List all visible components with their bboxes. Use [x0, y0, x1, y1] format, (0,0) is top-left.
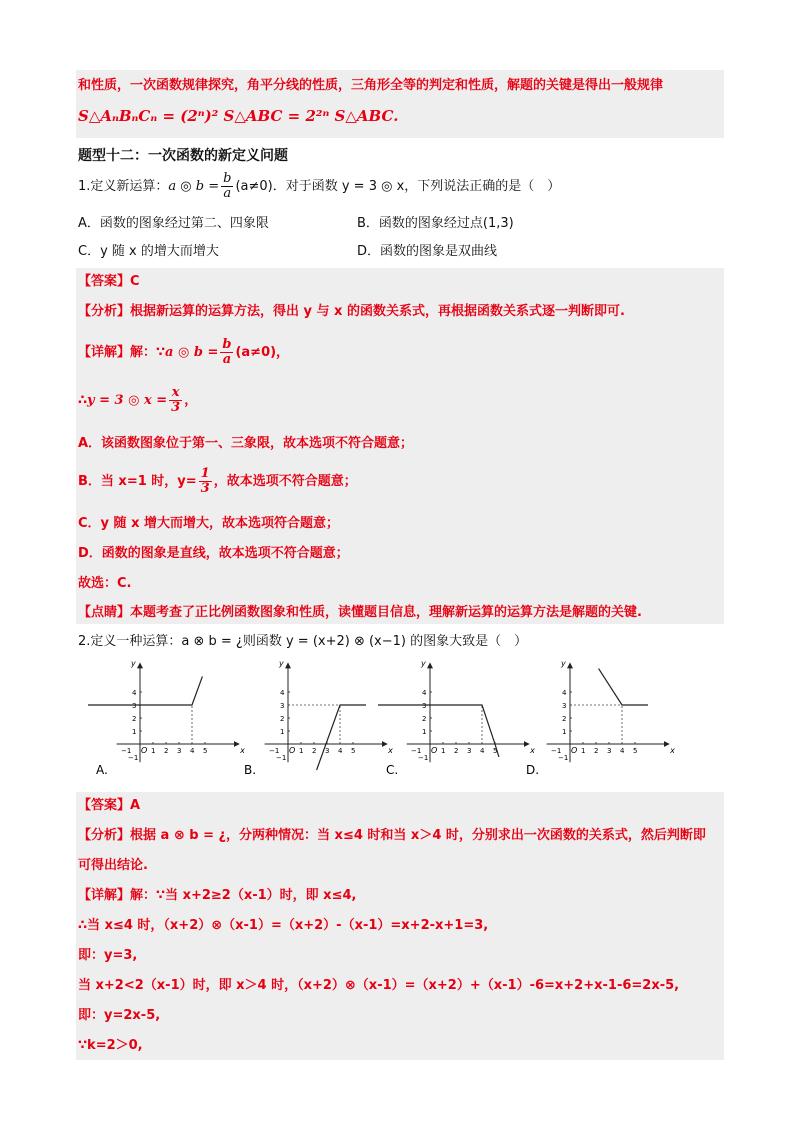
function-graph [317, 705, 366, 770]
q1-line-b-prefix: B．当 x=1 时，y= [78, 474, 197, 489]
y-tick-label: 4 [562, 689, 567, 697]
q2-graph-options [70, 656, 730, 780]
x-tick-label: 2 [312, 747, 317, 755]
graph-option-label: C. [386, 763, 399, 777]
x-tick-label: 5 [633, 747, 638, 755]
x-axis-label: x [530, 746, 535, 755]
y-tick-label: 3 [132, 702, 137, 710]
q2-detail-2: ∴当 x≤4 时，（x+2）⊗（x-1）=（x+2）-（x-1）=x+2-x+1=3, [78, 918, 489, 933]
q1-option-b: B．函数的图象经过点(1,3) [357, 216, 514, 231]
q1-so-fraction [169, 386, 182, 415]
x-tick-label: 3 [467, 747, 472, 755]
function-graph [88, 676, 202, 705]
graph-option-label: D. [526, 763, 540, 777]
question-2-stem: 2.定义一种运算：a ⊗ b = ¿则函数 y = (x+2) ⊗ (x−1) 的图象大致是（ ） [78, 634, 528, 649]
q1-operator: a ◎ b = [168, 179, 220, 194]
x-tick-label: 1 [299, 747, 304, 755]
y-tick-label: 2 [132, 715, 137, 723]
x-tick-label: 1 [581, 747, 586, 755]
q1-line-a: A．该函数图象位于第一、三象限，故本选项不符合题意； [78, 436, 414, 451]
graph-option-label: B. [244, 763, 257, 777]
q1-analysis: 【分析】根据新运算的运算方法，得出 y 与 x 的函数关系式，再根据函数关系式逐一判断即可. [78, 304, 625, 319]
origin-label: O [141, 746, 148, 755]
q1-point: 【点睛】本题考查了正比例函数图象和性质，读懂题目信息，理解新运算的运算方法是解题的关键. [78, 605, 642, 620]
y-axis-label: y [279, 659, 284, 668]
x-tick-label: 2 [454, 747, 459, 755]
y-axis-label: y [421, 659, 426, 668]
y-tick-label: 3 [422, 702, 427, 710]
q2-detail-4: 当 x+2<2（x-1）时，即 x＞4 时，（x+2）⊗（x-1）=（x+2）+（x-1）-6=x+2+x-1-6=2x-5, [78, 978, 680, 993]
q1-line-b-fraction [199, 467, 212, 496]
q1-detail-operator: a ◎ b = [165, 345, 219, 360]
origin-label: O [289, 746, 296, 755]
q1-detail-den: a [222, 352, 232, 367]
q1-detail-num: b [222, 337, 232, 352]
q1-stem-condition: (a≠0)．对于函数 y = 3 ◎ x，下列说法正确的是（ ） [235, 179, 561, 194]
q2-detail-1: 【详解】解：∵当 x+2≥2（x-1）时，即 x≤4, [78, 888, 357, 903]
neg-y-tick-label: −1 [558, 754, 569, 762]
x-tick-label: 4 [190, 747, 195, 755]
y-tick-label: 3 [562, 702, 567, 710]
x-tick-label: 5 [203, 747, 208, 755]
q1-so-num: x [169, 386, 182, 401]
x-tick-label: 5 [351, 747, 356, 755]
neg-y-tick-label: −1 [276, 754, 287, 762]
area-formula: S△AₙBₙCₙ = (2ⁿ)² S△ABC = 2²ⁿ S△ABC. [78, 107, 399, 125]
q1-so-line [78, 384, 197, 418]
q1-so-expression: y = 3 ◎ x = [87, 393, 168, 408]
q1-option-a: A．函数的图象经过第二、四象限 [78, 216, 269, 231]
origin-label: O [571, 746, 578, 755]
x-tick-label: 4 [620, 747, 625, 755]
x-tick-label: 5 [493, 747, 498, 755]
q1-line-c: C．y 随 x 增大而增大，故本选项符合题意； [78, 516, 339, 531]
y-tick-label: 2 [562, 715, 567, 723]
previous-conclusion-text: 和性质，一次函数规律探究，角平分线的性质，三角形全等的判定和性质，解题的关键是得出一般规律 [78, 78, 664, 93]
neg-x-tick-label: −1 [121, 747, 132, 755]
q1-detail-prefix: 【详解】解：∵ [78, 345, 166, 360]
x-tick-label: 1 [151, 747, 156, 755]
q2-detail-6: ∵k=2＞0, [78, 1038, 143, 1053]
q1-option-d: D．函数的图象是双曲线 [357, 244, 498, 259]
q2-analysis-2: 可得出结论. [78, 858, 148, 873]
q1-option-c: C．y 随 x 的增大而增大 [78, 244, 219, 259]
y-axis-label: y [131, 659, 136, 668]
neg-x-tick-label: −1 [411, 747, 422, 755]
q2-detail-3: 即：y=3, [78, 948, 138, 963]
y-tick-label: 2 [280, 715, 285, 723]
q1-so-end: ， [184, 393, 198, 408]
x-tick-label: 3 [325, 747, 330, 755]
q1-stem-prefix: 1.定义新运算： [78, 179, 169, 194]
x-tick-label: 3 [177, 747, 182, 755]
neg-y-tick-label: −1 [418, 754, 429, 762]
x-axis-label: x [240, 746, 245, 755]
y-tick-label: 1 [562, 728, 567, 736]
q1-line-d: D．函数的图象是直线，故本选项不符合题意； [78, 546, 349, 561]
origin-label: O [431, 746, 438, 755]
y-tick-label: 1 [280, 728, 285, 736]
y-axis-label: y [561, 659, 566, 668]
x-tick-label: 2 [594, 747, 599, 755]
x-tick-label: 3 [607, 747, 612, 755]
y-tick-label: 1 [132, 728, 137, 736]
y-tick-label: 4 [280, 689, 285, 697]
q2-analysis-1: 【分析】根据 a ⊗ b = ¿，分两种情况：当 x≤4 时和当 x＞4 时，分别求出一次函数的关系式，然后判断即 [78, 828, 706, 843]
q1-fraction-den: a [223, 186, 232, 201]
y-tick-label: 1 [422, 728, 427, 736]
x-tick-label: 4 [480, 747, 485, 755]
q1-line-b-num: 1 [200, 466, 210, 481]
q1-choose: 故选：C. [78, 576, 132, 591]
neg-x-tick-label: −1 [551, 747, 562, 755]
x-axis-label: x [388, 746, 393, 755]
q1-line-b-end: ，故本选项不符合题意； [213, 474, 357, 489]
q2-answer: 【答案】A [78, 798, 141, 813]
q1-line-b-den: 3 [200, 481, 210, 496]
q1-fraction-num: b [223, 171, 232, 186]
x-tick-label: 2 [164, 747, 169, 755]
q1-detail [78, 336, 289, 370]
y-tick-label: 4 [132, 689, 137, 697]
therefore-symbol: ∴ [78, 393, 88, 408]
q1-detail-fraction [220, 338, 233, 367]
x-tick-label: 1 [441, 747, 446, 755]
neg-x-tick-label: −1 [269, 747, 280, 755]
q1-answer: 【答案】C [78, 274, 140, 289]
y-tick-label: 4 [422, 689, 427, 697]
q1-line-b [78, 465, 357, 499]
x-axis-label: x [670, 746, 675, 755]
section-title: 题型十二：一次函数的新定义问题 [78, 148, 288, 164]
q2-detail-5: 即：y=2x-5, [78, 1008, 161, 1023]
y-tick-label: 2 [422, 715, 427, 723]
neg-y-tick-label: −1 [128, 754, 139, 762]
x-tick-label: 4 [338, 747, 343, 755]
q1-detail-condition: (a≠0)， [235, 345, 290, 360]
graph-option-label: A. [96, 763, 108, 777]
q1-fraction [221, 172, 233, 201]
function-graph [599, 669, 648, 705]
y-tick-label: 3 [280, 702, 285, 710]
q1-so-den: 3 [171, 400, 181, 415]
question-1-stem [78, 172, 560, 202]
